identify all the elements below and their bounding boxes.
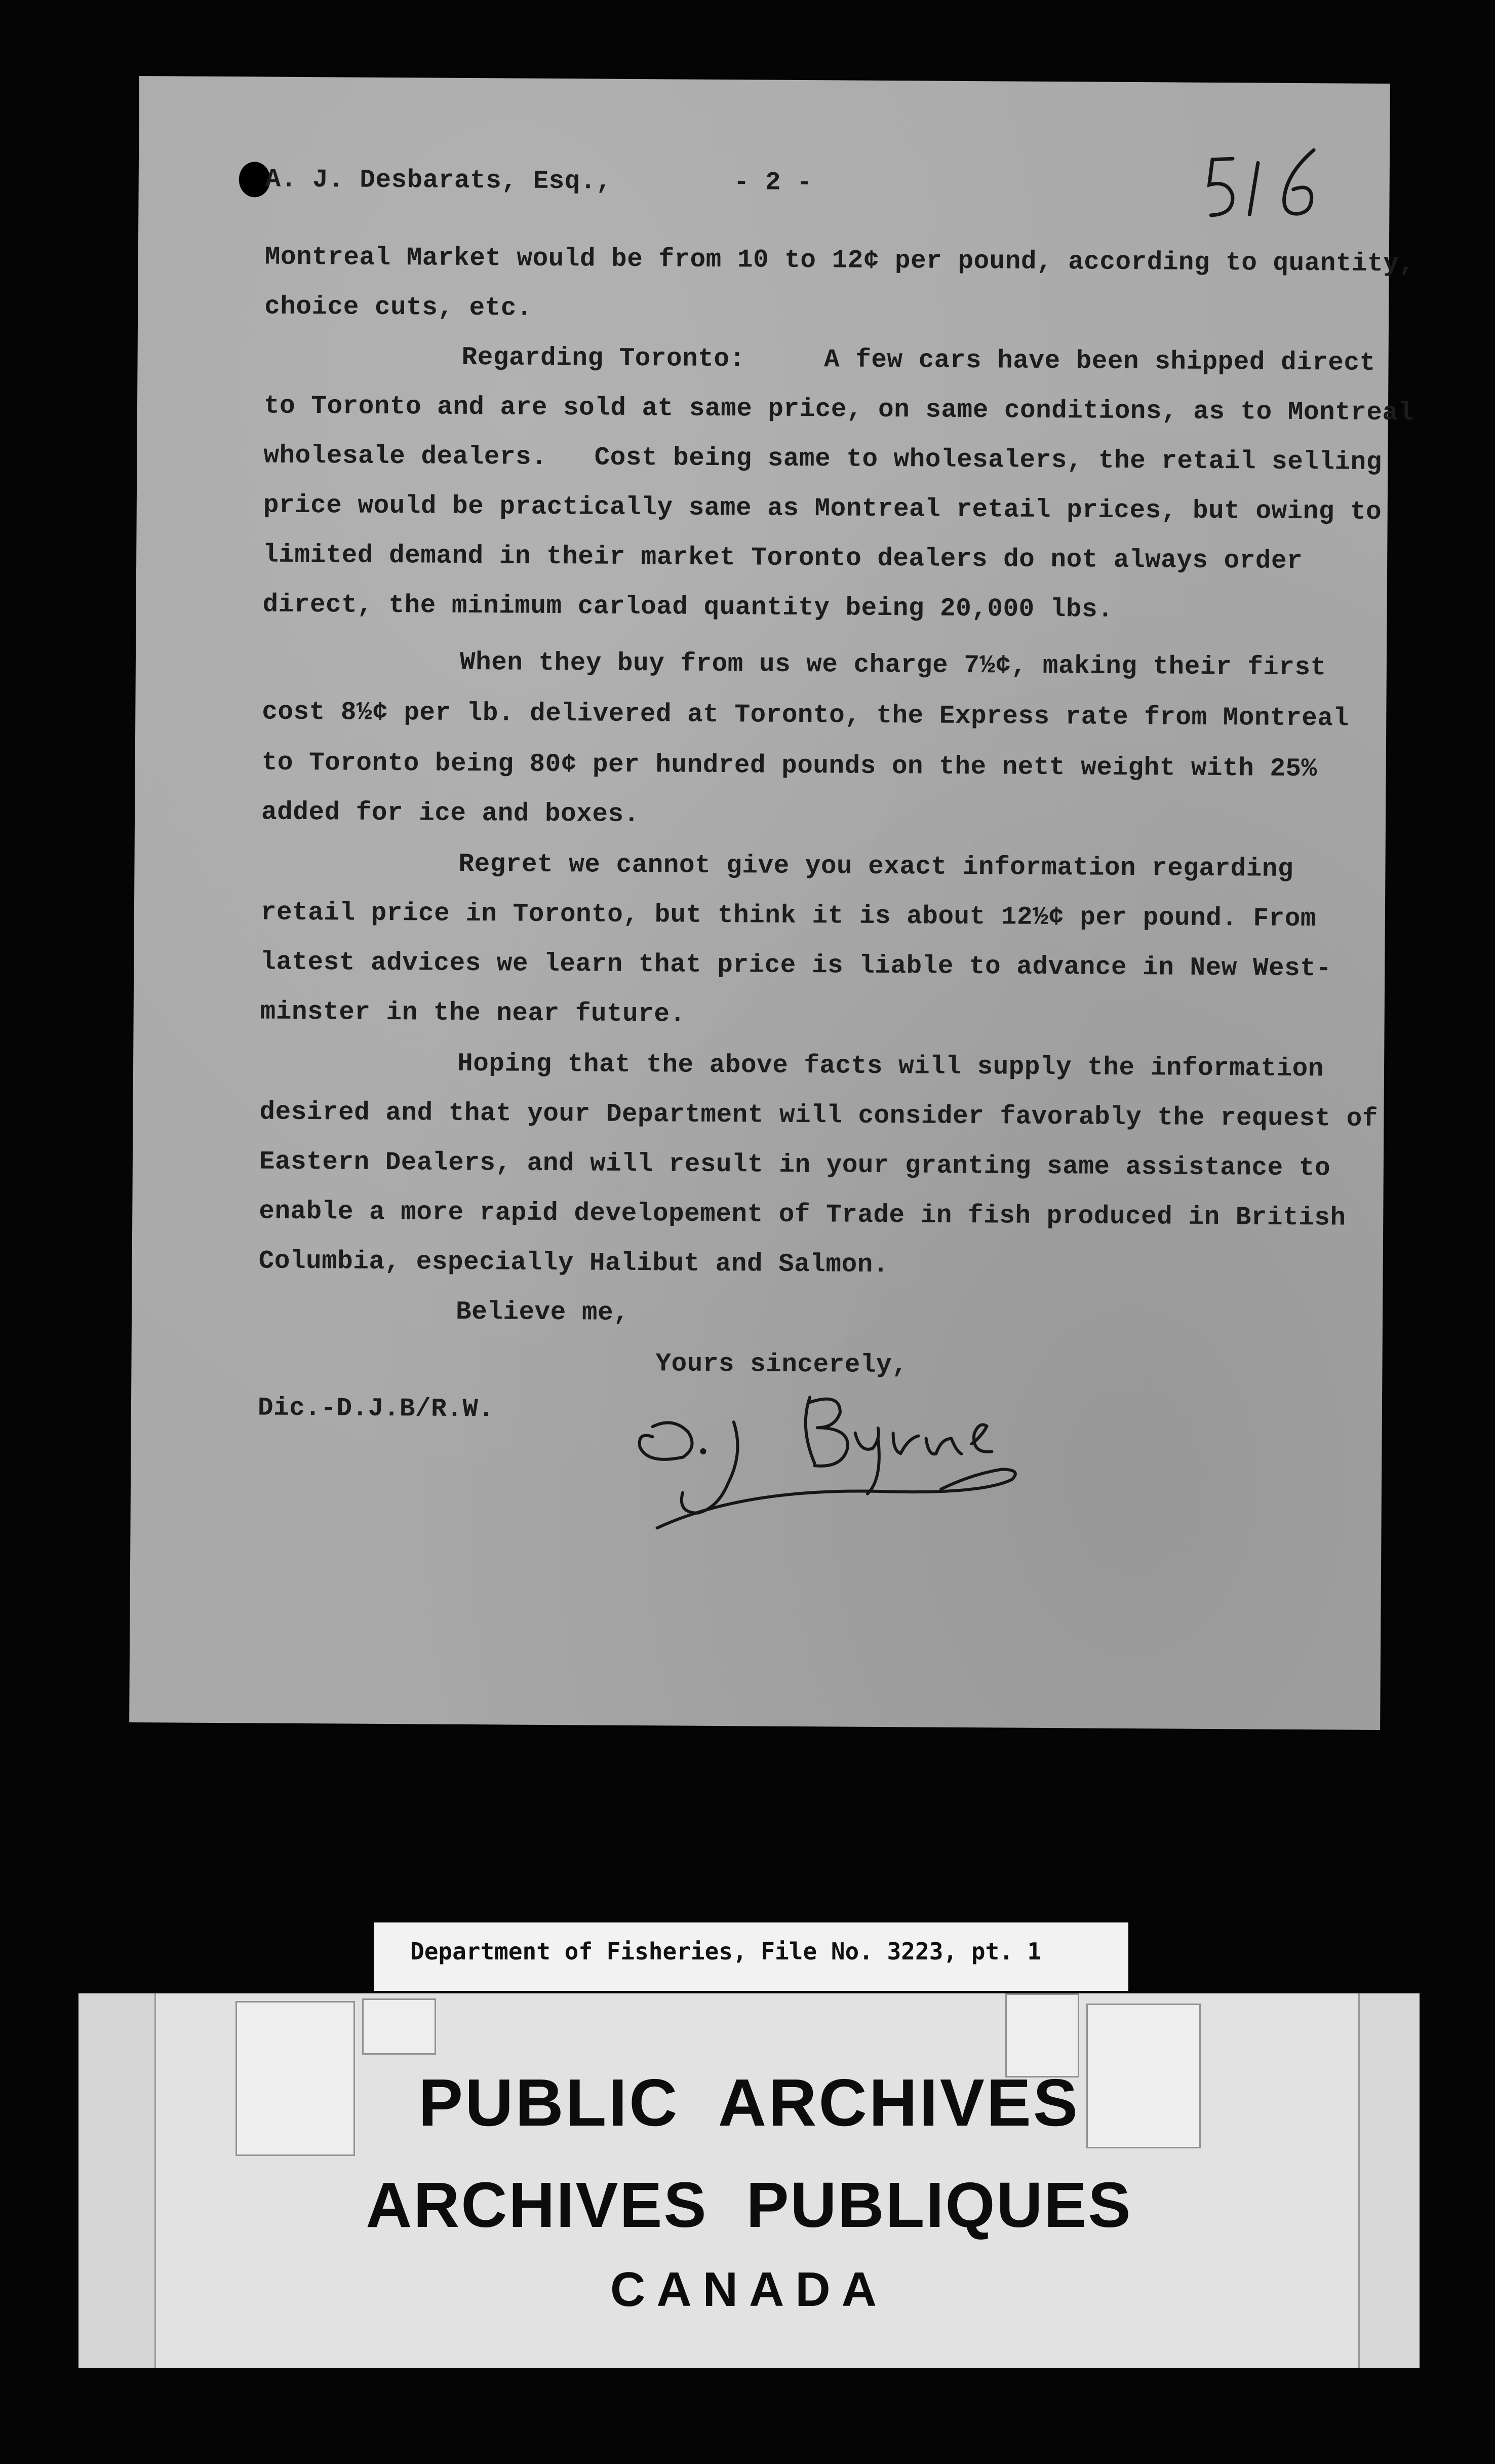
- body-line: retail price in Toronto, but think it is about 12½¢ per pound. From: [260, 898, 1317, 934]
- folio-number-516: [1197, 138, 1339, 230]
- body-line: Hoping that the above facts will supply the information: [457, 1049, 1324, 1084]
- body-line: choice cuts, etc.: [264, 292, 533, 323]
- body-line: wholesale dealers. Cost being same to wholesalers, the retail selling: [263, 441, 1383, 478]
- body-line: Regret we cannot give you exact information regarding: [458, 850, 1294, 884]
- body-line: latest advices we learn that price is liable to advance in New West-: [260, 948, 1332, 984]
- stamp-public-archives: PUBLIC ARCHIVES: [418, 2065, 1080, 2140]
- stamp-canada: CANADA: [610, 2262, 888, 2317]
- body-line: desired and that your Department will consider favorably the request of: [259, 1098, 1379, 1134]
- body-line: When they buy from us we charge 7½¢, making their first: [459, 648, 1326, 683]
- file-label: Department of Fisheries, File No. 3223, pt. 1: [410, 1938, 1042, 1965]
- body-line: enable a more rapid developement of Trade in fish produced in British: [259, 1197, 1346, 1233]
- addressee: A. J. Desbarats, Esq.,: [265, 165, 612, 197]
- page-marker: - 2 -: [733, 168, 813, 198]
- signature: [616, 1361, 1074, 1586]
- body-line: to Toronto and are sold at same price, on same conditions, as to Montreal: [263, 392, 1414, 428]
- archives-stamp-card: [78, 1993, 1420, 2368]
- letter-page: [129, 76, 1415, 1730]
- tape-piece: [362, 1998, 436, 2055]
- body-line: direct, the minimum carload quantity being 20,000 lbs.: [262, 590, 1114, 625]
- body-line: Columbia, especially Halibut and Salmon.: [258, 1247, 889, 1280]
- body-line: limited demand in their market Toronto dealers do not always order: [263, 541, 1303, 576]
- valediction: Yours sincerely,: [655, 1350, 908, 1380]
- body-line: cost 8½¢ per lb. delivered at Toronto, the Express rate from Montreal: [262, 698, 1349, 734]
- body-line: Eastern Dealers, and will result in your granting same assistance to: [259, 1147, 1331, 1183]
- body-line: to Toronto being 80¢ per hundred pounds on the nett weight with 25%: [261, 748, 1317, 784]
- dictation-reference: Dic.-D.J.B/R.W.: [257, 1394, 494, 1424]
- body-line: added for ice and boxes.: [261, 798, 640, 830]
- file-label-strip: [374, 1922, 1128, 1991]
- stamp-archives-publiques: ARCHIVES PUBLIQUES: [366, 2169, 1132, 2241]
- body-line: Montreal Market would be from 10 to 12¢ per pound, according to quantity,: [264, 243, 1415, 279]
- closing: Believe me,: [455, 1297, 630, 1328]
- body-line: Regarding Toronto: A few cars have been shipped direct: [461, 343, 1375, 378]
- body-line: price would be practically same as Montreal retail prices, but owing to: [263, 491, 1382, 527]
- body-line: minster in the near future.: [260, 997, 686, 1029]
